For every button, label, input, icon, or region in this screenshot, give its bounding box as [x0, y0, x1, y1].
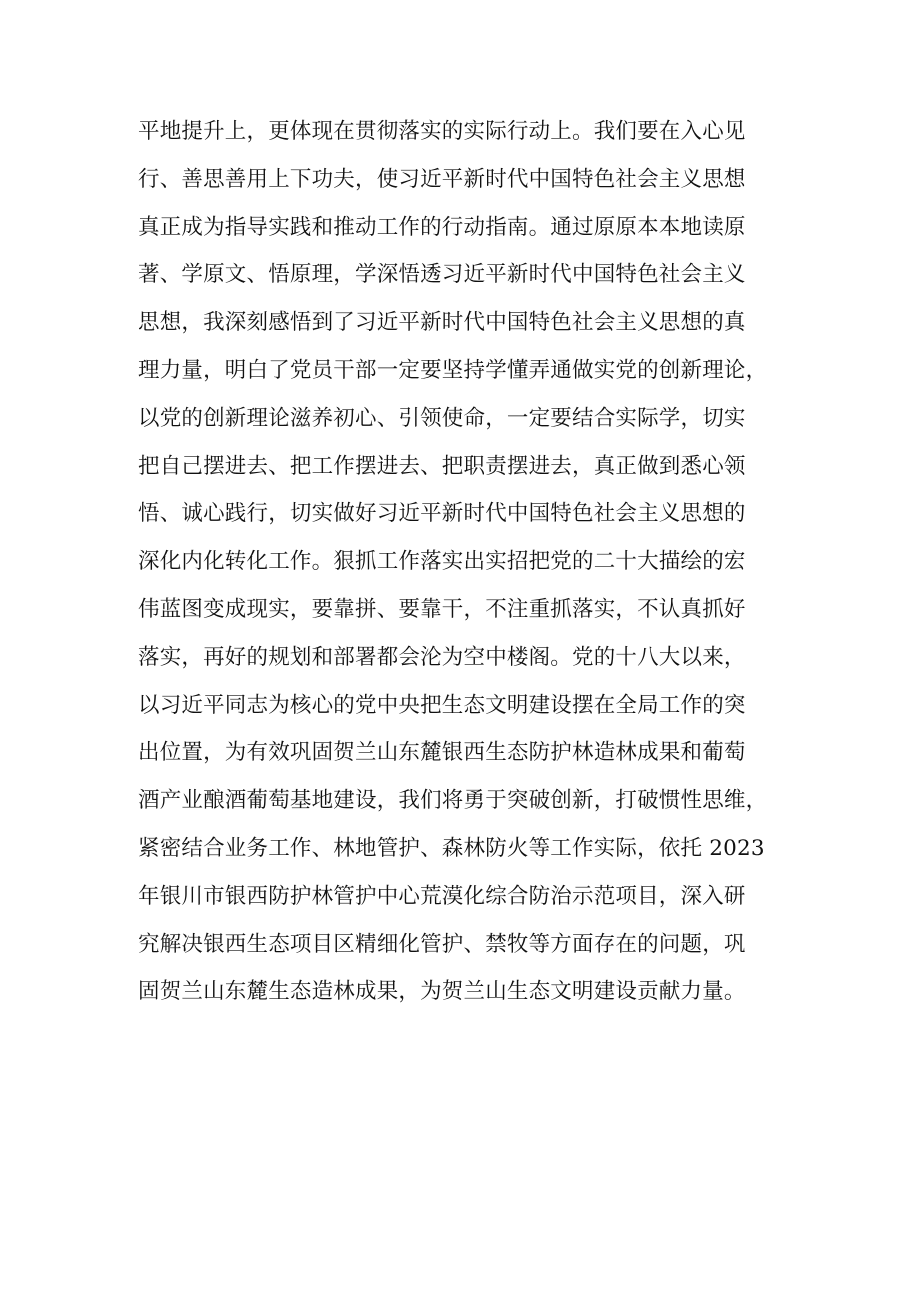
text-line: 悟、诚心践行，切实做好习近平新时代中国特色社会主义思想的: [138, 501, 746, 527]
text-line: 伟蓝图变成现实，要靠拼、要靠干，不注重抓落实，不认真抓好: [138, 596, 746, 622]
text-line: 落实，再好的规划和部署都会沦为空中楼阁。党的十八大以来，: [138, 644, 746, 670]
text-line: 以习近平同志为核心的党中央把生态文明建设摆在全局工作的突: [138, 692, 746, 718]
text-line: 固贺兰山东麓生态造林成果，为贺兰山生态文明建设贡献力量。: [138, 979, 746, 1005]
text-line: 把自己摆进去、把工作摆进去、把职责摆进去，真正做到悉心领: [138, 453, 746, 479]
text-line: 著、学原文、悟原理，学深悟透习近平新时代中国特色社会主义: [138, 262, 746, 288]
body-paragraph: [138, 108, 798, 1016]
text-line: 年银川市银西防护林管护中心荒漠化综合防治示范项目，深入研: [138, 883, 746, 909]
text-line: 思想，我深刻感悟到了习近平新时代中国特色社会主义思想的真: [138, 310, 746, 336]
text-line: 行、善思善用上下功夫，使习近平新时代中国特色社会主义思想: [138, 166, 746, 192]
text-line: 以党的创新理论滋养初心、引领使命，一定要结合实际学，切实: [138, 405, 746, 431]
text-line: 酒产业酿酒葡萄基地建设，我们将勇于突破创新，打破惯性思维，: [138, 788, 768, 814]
text-line: 出位置，为有效巩固贺兰山东麓银西生态防护林造林成果和葡萄: [138, 740, 746, 766]
text-line: 紧密结合业务工作、林地管护、森林防火等工作实际，依托 2023: [138, 835, 765, 861]
text-line: 平地提升上，更体现在贯彻落实的实际行动上。我们要在入心见: [138, 119, 746, 144]
text-line: 深化内化转化工作。狠抓工作落实出实招把党的二十大描绘的宏: [138, 549, 746, 575]
text-line: 真正成为指导实践和推动工作的行动指南。通过原原本本地读原: [138, 214, 746, 240]
text-line: 究解决银西生态项目区精细化管护、禁牧等方面存在的问题，巩: [138, 931, 746, 957]
text-line: 理力量，明白了党员干部一定要坚持学懂弄通做实党的创新理论，: [138, 357, 768, 383]
